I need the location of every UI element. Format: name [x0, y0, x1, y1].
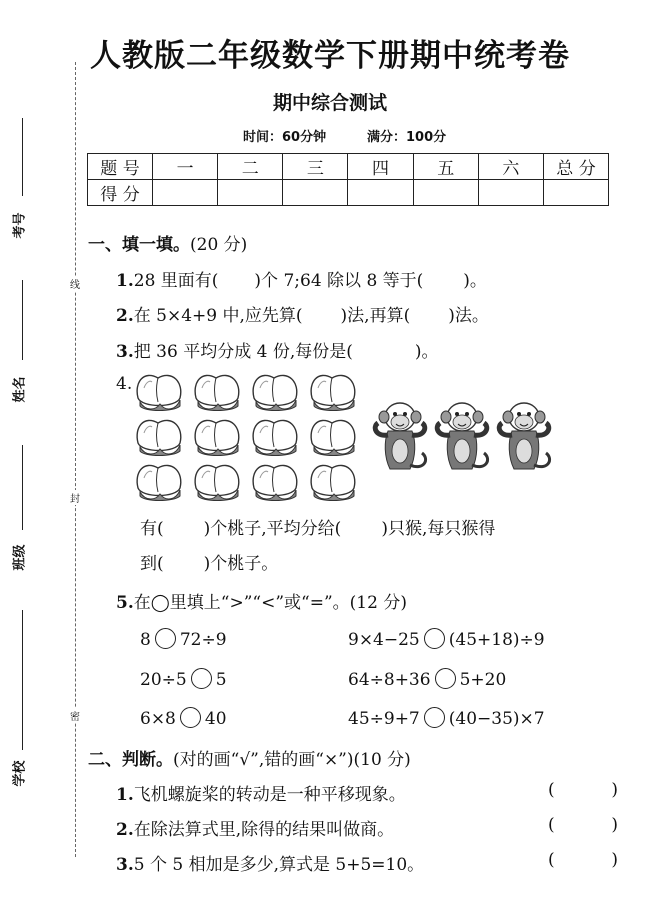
- score-input-cell[interactable]: [348, 180, 413, 206]
- compare-circle[interactable]: [424, 707, 445, 728]
- binding-dash-line: [75, 62, 76, 857]
- school-field-line[interactable]: [22, 610, 23, 750]
- score-input-cell[interactable]: [544, 180, 609, 206]
- question-1-4-number: 4.: [116, 374, 133, 394]
- score-table-score-row: [88, 180, 609, 206]
- compare-item: 45÷9+7 (40−35)×7: [348, 709, 545, 729]
- question-1-3: 3.把 36 平均分成 4 份,每份是( )。: [116, 342, 439, 362]
- peaches-picture: [134, 368, 366, 504]
- question-1-4-line1: 有( )个桃子,平均分给( )只猴,每只猴得: [140, 519, 496, 539]
- judge-item-3: 3.5 个 5 相加是多少,算式是 5+5=10。: [116, 855, 425, 875]
- judge-item-1: 1.飞机螺旋桨的转动是一种平移现象。: [116, 785, 406, 805]
- compare-circle[interactable]: [180, 707, 201, 728]
- exam-subtitle: 期中综合测试: [272, 92, 387, 114]
- section-2-heading: 二、判断。(对的画“√”,错的画“×”)(10 分): [88, 750, 411, 770]
- binding-char-feng: 封: [66, 490, 84, 505]
- table-cell: 六: [478, 154, 543, 180]
- score-input-cell[interactable]: [413, 180, 478, 206]
- table-cell: 二: [218, 154, 283, 180]
- compare-circle[interactable]: [435, 668, 456, 689]
- score-info: 满分：100分: [367, 130, 447, 145]
- table-cell: 总 分: [544, 154, 609, 180]
- compare-item: 9×4−25 (45+18)÷9: [348, 630, 545, 650]
- name-field-line[interactable]: [22, 280, 23, 360]
- compare-circle[interactable]: [155, 628, 176, 649]
- exam-number-field-line[interactable]: [22, 118, 23, 196]
- score-input-cell[interactable]: [283, 180, 348, 206]
- compare-item: 20÷5 5: [140, 670, 227, 690]
- binding-char-xian: 线: [66, 276, 84, 291]
- compare-circle[interactable]: [191, 668, 212, 689]
- judge-item-2: 2.在除法算式里,除得的结果叫做商。: [116, 820, 395, 840]
- exam-title: 人教版二年级数学下册期中统考卷: [90, 38, 570, 74]
- compare-item: 8 72÷9: [140, 630, 227, 650]
- section-1-heading: 一、填一填。(20 分): [88, 235, 248, 255]
- judge-answer-box[interactable]: ( ): [548, 780, 618, 800]
- table-cell: 五: [413, 154, 478, 180]
- time-info: 时间：60分钟: [243, 130, 327, 145]
- class-field-line[interactable]: [22, 445, 23, 530]
- table-cell: 得 分: [88, 180, 153, 206]
- score-input-cell[interactable]: [218, 180, 283, 206]
- score-table: [87, 153, 609, 206]
- compare-circle[interactable]: [424, 628, 445, 649]
- school-label: 学校: [12, 760, 28, 787]
- table-cell: 三: [283, 154, 348, 180]
- judge-answer-box[interactable]: ( ): [548, 850, 618, 870]
- table-cell: 题 号: [88, 154, 153, 180]
- name-label: 姓名: [12, 376, 28, 403]
- score-input-cell[interactable]: [478, 180, 543, 206]
- monkeys-picture: [370, 395, 560, 475]
- score-table-header-row: [88, 154, 609, 180]
- score-input-cell[interactable]: [153, 180, 218, 206]
- question-1-5: 5.在◯里填上“>”“<”或“=”。(12 分): [116, 593, 407, 613]
- exam-number-label: 考号: [12, 212, 28, 239]
- table-cell: 一: [153, 154, 218, 180]
- judge-answer-box[interactable]: ( ): [548, 815, 618, 835]
- binding-char-mi: 密: [66, 708, 84, 723]
- compare-item: 64÷8+36 5+20: [348, 670, 507, 690]
- class-label: 班级: [12, 544, 28, 571]
- question-1-4-line2: 到( )个桃子。: [140, 554, 279, 574]
- question-1-1: 1.28 里面有( )个 7;64 除以 8 等于( )。: [116, 271, 487, 291]
- question-1-2: 2.在 5×4+9 中,应先算( )法,再算( )法。: [116, 306, 489, 326]
- compare-item: 6×8 40: [140, 709, 227, 729]
- table-cell: 四: [348, 154, 413, 180]
